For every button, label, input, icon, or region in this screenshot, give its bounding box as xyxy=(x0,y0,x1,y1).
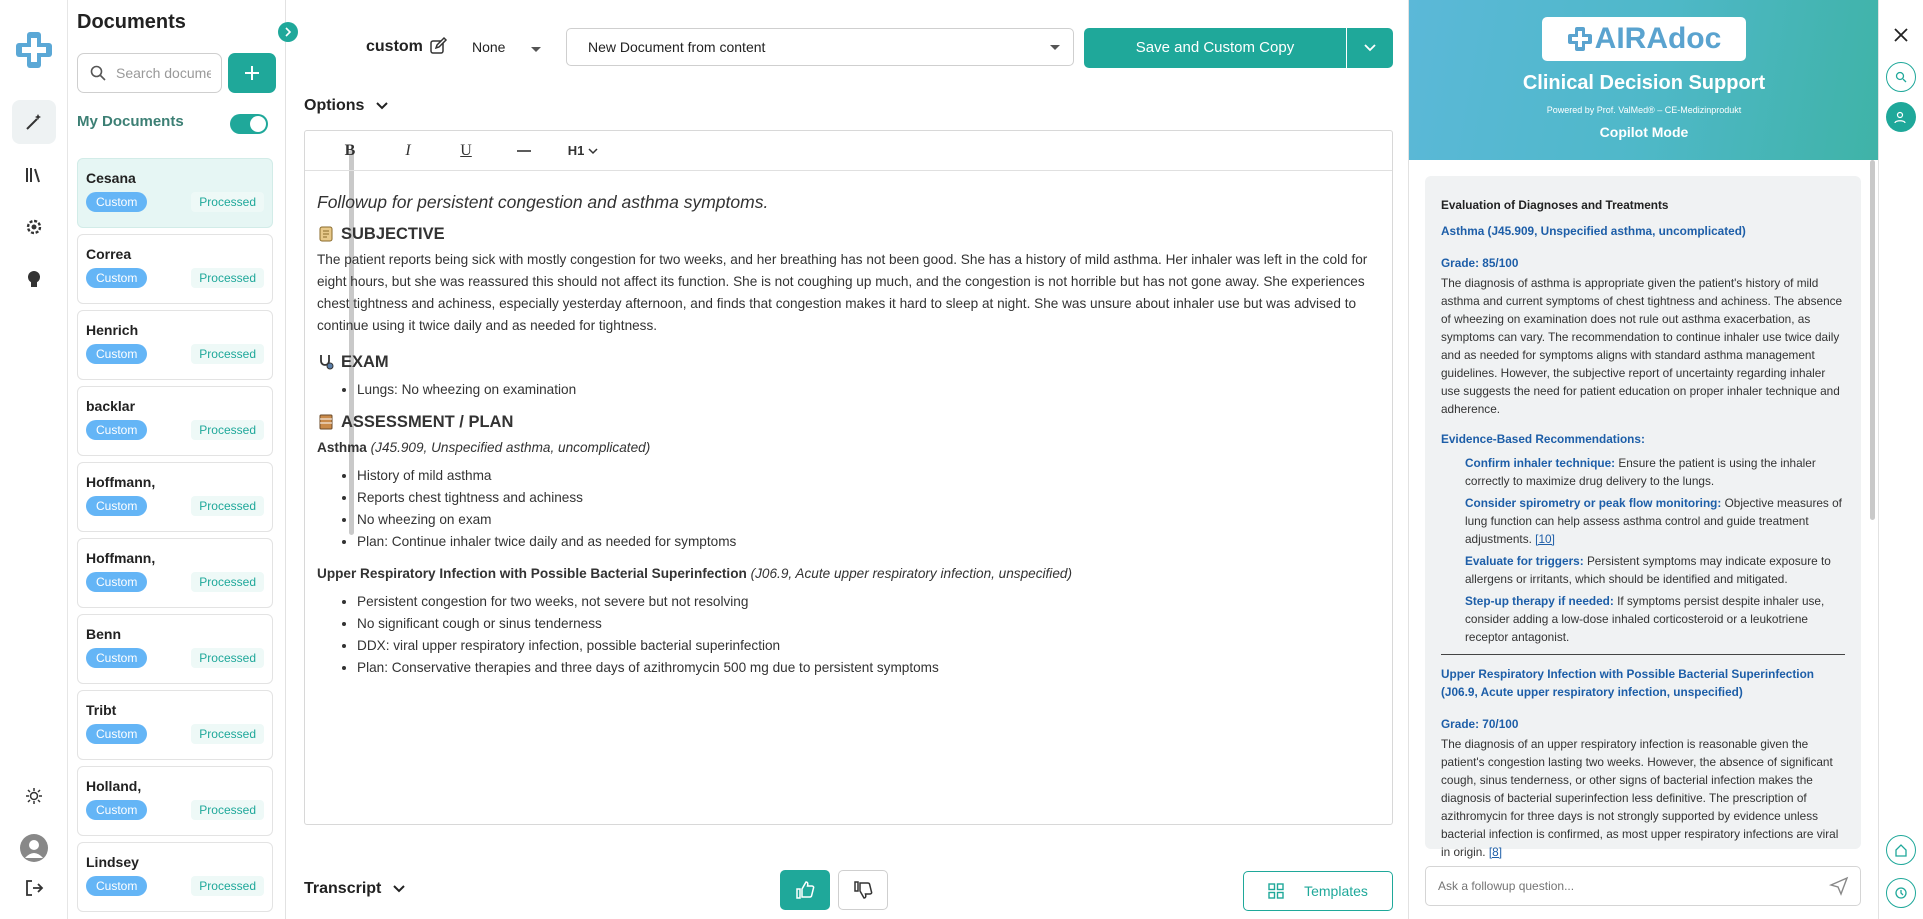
diagnosis-evaluation-text: The diagnosis of an upper respiratory infection is reasonable given the patient's congestion lasting two weeks. However, the absence of significant cough, sinus tenderness, or other signs of bacterial infection makes the diagnosis of bacterial superinfection less definitive. The prescription of azithromycin for three days is not strongly supported by evidence unless bacterial infection is confirmed, as most upper respiratory infections are viral in origin. xyxy=(1441,737,1839,859)
recommendation-text: If symptoms persist despite inhaler use, consider adding a low-dose inhaled corticosteroid or a leukotriene receptor antagonist. xyxy=(1465,594,1825,644)
document-status: Processed xyxy=(191,800,264,820)
chevron-down-icon xyxy=(1364,44,1376,52)
document-tag: Custom xyxy=(86,420,147,440)
document-tag: Custom xyxy=(86,268,147,288)
thumbs-down-button[interactable] xyxy=(838,870,888,910)
document-tag: Custom xyxy=(86,192,147,212)
chevron-down-icon xyxy=(1049,44,1061,52)
bold-button[interactable]: B xyxy=(344,141,356,159)
logo-text: AIRAdoc xyxy=(1594,22,1722,55)
document-name: Lindsey xyxy=(86,854,139,870)
document-type-select[interactable] xyxy=(566,28,1074,66)
main-editor-area xyxy=(286,0,1408,919)
document-card[interactable] xyxy=(77,842,273,912)
transcript-label: Transcript xyxy=(304,880,382,897)
list-item: • Reports chest tightness and achiness xyxy=(357,487,1380,509)
sun-icon[interactable] xyxy=(12,774,56,818)
list-item: • DDX: viral upper respiratory infection, possible bacterial superinfection xyxy=(357,635,1380,657)
airadoc-logo xyxy=(1542,17,1746,61)
send-icon[interactable] xyxy=(1830,877,1848,895)
users-icon xyxy=(1894,110,1908,124)
grid-icon xyxy=(1268,883,1284,899)
recommendation-item xyxy=(1465,592,1845,646)
diagnosis-grade: Grade: 85/100 xyxy=(1441,256,1519,270)
options-label: Options xyxy=(304,97,365,114)
thumbs-up-icon xyxy=(795,880,815,900)
history-icon xyxy=(1894,886,1908,900)
stethoscope-icon xyxy=(317,353,335,371)
minus-icon xyxy=(516,149,532,153)
horizontal-rule-button[interactable] xyxy=(495,136,553,166)
search-icon xyxy=(1895,71,1907,83)
document-tag: Custom xyxy=(86,876,147,896)
diagnosis-grade: Grade: 70/100 xyxy=(1441,717,1519,731)
panel-subtitle: Powered by Prof. ValMed® – CE-Medizinprodukt xyxy=(1546,105,1742,115)
diagnosis-asthma xyxy=(317,437,1380,459)
document-card[interactable] xyxy=(77,690,273,760)
document-status: Processed xyxy=(191,572,264,592)
evaluation-content xyxy=(1425,176,1861,859)
clinical-support-panel xyxy=(1408,0,1878,919)
diagnosis-evaluation xyxy=(1441,735,1845,861)
list-item: • Lungs: No wheezing on examination xyxy=(357,379,1380,401)
document-status: Processed xyxy=(191,876,264,896)
document-name: Holland, xyxy=(86,778,142,794)
diagnosis-name: Asthma xyxy=(317,440,367,455)
underline-button[interactable]: U xyxy=(460,141,472,159)
home-icon xyxy=(1894,843,1908,857)
close-panel-button[interactable] xyxy=(1886,20,1916,50)
subjective-heading xyxy=(317,223,1380,245)
recommendation-title: Evaluate for triggers: xyxy=(1465,554,1584,568)
magic-wand-icon[interactable] xyxy=(12,100,56,144)
panel-mode: Copilot Mode xyxy=(1599,124,1689,140)
document-tag: Custom xyxy=(86,572,147,592)
recommendation-title: Consider spirometry or peak flow monitoring: xyxy=(1465,496,1722,510)
chevron-down-icon xyxy=(588,148,598,154)
diagnosis-name: Upper Respiratory Infection with Possible Bacterial Superinfection xyxy=(317,566,747,581)
note-editor[interactable] xyxy=(304,130,1393,825)
asthma-list xyxy=(357,465,1380,553)
documents-sidebar xyxy=(68,0,286,919)
list-item: • No significant cough or sinus tenderness xyxy=(357,613,1380,635)
heading-select[interactable] xyxy=(553,136,613,166)
document-name: Correa xyxy=(86,246,132,262)
list-item: • Plan: Continue inhaler twice daily and as needed for symptoms xyxy=(357,531,1380,553)
diagnosis-code: (J45.909, Unspecified asthma, uncomplicated) xyxy=(370,440,651,455)
chevron-right-icon xyxy=(283,27,293,37)
close-icon xyxy=(1894,28,1908,42)
assessment-plan-heading xyxy=(317,411,1380,433)
right-rail xyxy=(1878,0,1923,919)
document-card[interactable] xyxy=(77,614,273,684)
diagnosis-title: Asthma (J45.909, Unspecified asthma, uncomplicated) xyxy=(1441,224,1746,238)
sidebar-title: Documents xyxy=(77,11,186,33)
logout-icon[interactable] xyxy=(12,866,56,910)
document-list xyxy=(77,158,277,918)
recommendation-title: Confirm inhaler technique: xyxy=(1465,456,1616,470)
followup-box[interactable] xyxy=(1425,866,1861,906)
panel-title: Clinical Decision Support xyxy=(1522,72,1766,94)
uri-list xyxy=(357,591,1380,679)
recommendation-text: Objective measures of lung function can help assess asthma control and guide treatment adjustments. xyxy=(1465,496,1842,546)
document-status: Processed xyxy=(191,268,264,288)
gear-icon[interactable] xyxy=(12,205,56,249)
document-tag: Custom xyxy=(86,800,147,820)
medical-cross-icon xyxy=(1567,26,1593,52)
template-name: custom xyxy=(366,38,423,55)
note-content[interactable] xyxy=(305,171,1392,679)
lightbulb-icon[interactable] xyxy=(12,257,56,301)
templates-label: Templates xyxy=(1304,883,1368,899)
history-button[interactable] xyxy=(1886,878,1916,908)
options-toggle[interactable] xyxy=(304,97,388,115)
note-title: Followup for persistent congestion and asthma symptoms. xyxy=(317,192,769,212)
document-name: Benn xyxy=(86,626,121,642)
document-type-value: New Document from content xyxy=(588,39,766,55)
italic-button[interactable]: I xyxy=(405,141,411,159)
citation-link[interactable]: [10] xyxy=(1535,532,1555,546)
subjective-heading-text: SUBJECTIVE xyxy=(341,225,445,243)
section-divider xyxy=(1441,654,1845,655)
document-card[interactable] xyxy=(77,538,273,608)
document-name: Tribt xyxy=(86,702,117,718)
document-card[interactable] xyxy=(77,158,273,228)
search-panel-button[interactable] xyxy=(1886,62,1916,92)
document-name: Cesana xyxy=(86,170,136,186)
plus-icon xyxy=(243,64,261,82)
editor-toolbar xyxy=(305,131,1392,171)
search-box[interactable] xyxy=(77,53,222,93)
exam-list xyxy=(357,379,1380,401)
panel-scrollbar[interactable] xyxy=(1870,160,1875,520)
exam-heading xyxy=(317,351,1380,373)
diagnosis-code: (J06.9, Acute upper respiratory infection, unspecified) xyxy=(750,566,1072,581)
recommendation-item xyxy=(1465,454,1845,490)
heading-select-value: H1 xyxy=(567,143,585,158)
document-name: Hoffmann, xyxy=(86,474,156,490)
chevron-down-icon[interactable] xyxy=(530,41,542,59)
document-tag: Custom xyxy=(86,724,147,744)
transcript-toggle[interactable] xyxy=(304,880,405,898)
document-name: Hoffmann, xyxy=(86,550,156,566)
document-card[interactable] xyxy=(77,234,273,304)
my-documents-toggle[interactable] xyxy=(230,114,268,134)
patient-panel-button[interactable] xyxy=(1886,102,1916,132)
edit-pencil-icon[interactable] xyxy=(429,37,447,60)
list-item: • No wheezing on exam xyxy=(357,509,1380,531)
list-item: • Persistent congestion for two weeks, not severe but not resolving xyxy=(357,591,1380,613)
chevron-down-icon xyxy=(393,885,405,893)
library-icon[interactable] xyxy=(12,153,56,197)
search-input[interactable] xyxy=(116,65,211,81)
document-name: Henrich xyxy=(86,322,139,338)
app-logo-icon[interactable] xyxy=(14,30,54,70)
document-tag: Custom xyxy=(86,648,147,668)
recommendation-item xyxy=(1465,494,1845,548)
document-card[interactable] xyxy=(77,766,273,836)
save-dropdown-button[interactable] xyxy=(1347,28,1393,68)
save-custom-copy-button[interactable]: Save and Custom Copy xyxy=(1084,28,1346,68)
list-item: • History of mild asthma xyxy=(357,465,1380,487)
my-documents-label: My Documents xyxy=(77,113,184,130)
recommendation-text: Ensure the patient is using the inhaler correctly to maximize drug delivery to the lungs. xyxy=(1465,456,1816,488)
citation-link[interactable]: [8] xyxy=(1488,845,1502,859)
diagnosis-evaluation: The diagnosis of asthma is appropriate given the patient's history of mild asthma and current symptoms of chest tightness and achiness. The absence of wheezing on examination does not rule out asthma exacerbation, as symptoms can vary. The recommendation to continue inhaler use twice daily and as needed for symptoms aligns with standard asthma management guidelines. However, the subjective report of uncertainty regarding inhaler use suggests the need for patient education on proper inhaler technique and adherence. xyxy=(1441,276,1843,416)
search-icon xyxy=(90,65,106,81)
thumbs-down-icon xyxy=(853,880,873,900)
document-card[interactable] xyxy=(77,310,273,380)
document-status: Processed xyxy=(191,420,264,440)
recommendation-text: Persistent symptoms may indicate exposure to allergens or irritants, which should be identified and mitigated. xyxy=(1465,554,1831,586)
document-status: Processed xyxy=(191,648,264,668)
recommendation-title: Step-up therapy if needed: xyxy=(1465,594,1614,608)
panel-header xyxy=(1409,0,1879,160)
document-status: Processed xyxy=(191,192,264,212)
thumbs-up-button[interactable] xyxy=(780,870,830,910)
document-status: Processed xyxy=(191,724,264,744)
document-tag: Custom xyxy=(86,496,147,516)
left-rail xyxy=(0,0,68,919)
evaluation-heading: Evaluation of Diagnoses and Treatments xyxy=(1441,198,1669,212)
user-avatar-icon[interactable] xyxy=(12,826,56,870)
add-document-button[interactable] xyxy=(228,53,276,93)
exam-heading-text: EXAM xyxy=(341,353,389,371)
assessment-plan-heading-text: ASSESSMENT / PLAN xyxy=(341,413,514,431)
recommendation-item xyxy=(1465,552,1845,588)
diagnosis-title: Upper Respiratory Infection with Possible Bacterial Superinfection (J06.9, Acute upper respiratory infection, unspecified) xyxy=(1441,667,1814,699)
document-card[interactable] xyxy=(77,386,273,456)
recommendations-heading: Evidence-Based Recommendations: xyxy=(1441,432,1645,446)
followup-input[interactable] xyxy=(1438,879,1830,893)
document-status: Processed xyxy=(191,496,264,516)
collapse-sidebar-button[interactable] xyxy=(278,22,298,42)
document-status: Processed xyxy=(191,344,264,364)
books-icon xyxy=(317,413,335,431)
diagnosis-uri xyxy=(317,563,1380,585)
document-card[interactable] xyxy=(77,462,273,532)
list-item: • Plan: Conservative therapies and three days of azithromycin 500 mg due to persistent symptoms xyxy=(357,657,1380,679)
home-button[interactable] xyxy=(1886,835,1916,865)
subjective-text: The patient reports being sick with mostly congestion for two weeks, and her breathing has not been good. She has a history of mild asthma. Her inhaler was left in the cold for eight hours, but she was reassured this should not affect its function. She is not coughing up much, and the congestion is not horrible but has not gone away. She experiences chest tightness and achiness, especially yesterday afternoon, and finds that congestion makes it hard to sleep at night. She was unsure about inhaler use but was advised to continue using it twice daily and as needed for tightness. xyxy=(317,252,1368,333)
chevron-down-icon xyxy=(376,102,388,110)
document-tag: Custom xyxy=(86,344,147,364)
templates-button[interactable] xyxy=(1243,871,1393,911)
none-select[interactable]: None xyxy=(472,39,506,55)
scroll-icon xyxy=(317,225,335,243)
document-name: backlar xyxy=(86,398,136,414)
